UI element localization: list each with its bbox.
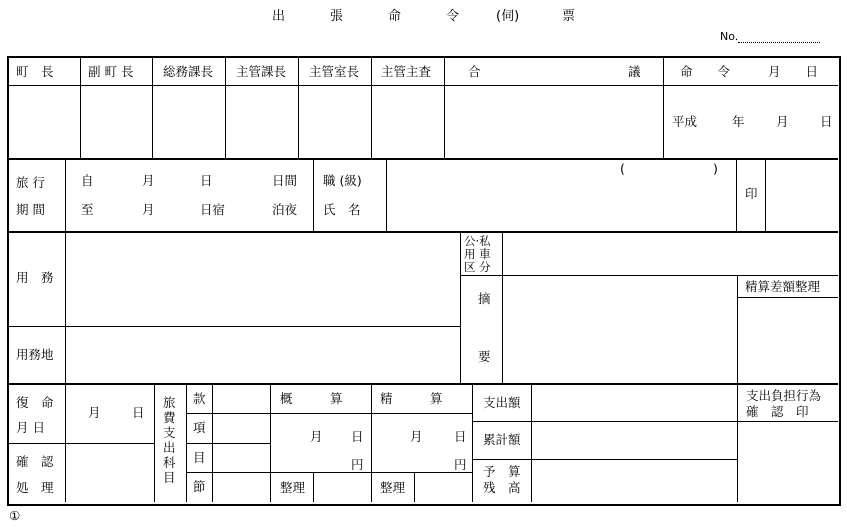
number-label: No. — [720, 30, 739, 43]
seal-box-consultation[interactable] — [445, 86, 662, 158]
summary-label: 要 — [478, 349, 491, 364]
budget-category-moku: 目 — [193, 450, 206, 465]
row-divider — [8, 443, 154, 444]
purpose-label: 用 務 — [16, 270, 54, 285]
header-order: 命 令 — [680, 64, 731, 79]
col-divider — [154, 384, 155, 502]
row-divider — [737, 421, 838, 422]
seal-label: 印 — [745, 186, 758, 201]
budget-category-kan: 款 — [193, 391, 206, 406]
cumulative-label: 累計額 — [483, 432, 521, 447]
settlement-adjust: 整理 — [380, 480, 406, 495]
header-consultation: 合 — [468, 64, 481, 79]
footer-mark: ① — [9, 508, 21, 523]
travel-from-month: 月 — [142, 173, 155, 188]
row-divider — [460, 275, 838, 276]
col-divider — [502, 232, 503, 384]
form-title-char: 命 — [388, 9, 402, 24]
row-divider — [737, 297, 838, 298]
settlement-label: 精 算 — [380, 391, 443, 406]
row-divider — [8, 326, 460, 327]
cumulative-field[interactable] — [533, 423, 736, 458]
return-date-month: 月 — [88, 405, 101, 420]
row-divider — [8, 231, 838, 233]
expenditure-label: 支出額 — [483, 395, 521, 410]
name-label: 氏 名 — [323, 202, 361, 217]
col-divider — [313, 472, 314, 502]
seal-box-section-chief[interactable] — [226, 86, 297, 158]
vehicle-category-label: 区 分 — [464, 260, 491, 274]
col-divider — [460, 232, 461, 384]
commitment-label: 支出負担行為 — [746, 388, 822, 403]
confirm-field[interactable] — [67, 445, 153, 501]
col-divider — [270, 384, 271, 502]
header-order-date: 月 日 — [768, 64, 819, 79]
position-label: 職 (級) — [323, 173, 362, 188]
destination-field[interactable] — [67, 328, 459, 382]
travel-expense-label: 出 — [163, 440, 176, 455]
estimate-yen: 円 — [351, 457, 364, 472]
settlement-diff-field[interactable] — [739, 299, 837, 382]
col-divider — [65, 159, 66, 384]
seal-box-general-affairs[interactable] — [153, 86, 224, 158]
seal-box[interactable] — [767, 160, 837, 231]
confirm-label: 確 認 — [16, 454, 54, 469]
name-field[interactable] — [388, 178, 734, 228]
travel-nights: 泊夜 — [272, 202, 298, 217]
col-divider — [313, 159, 314, 232]
position-paren-open: ( — [620, 161, 625, 176]
row-divider — [8, 158, 838, 160]
col-divider — [414, 472, 415, 502]
header-section-chief: 主管課長 — [236, 64, 287, 79]
settlement-day: 日 — [454, 429, 467, 444]
form-title-char: 令 — [446, 9, 460, 24]
settlement-diff-label: 精算差額整理 — [745, 279, 821, 294]
budget-balance-field[interactable] — [533, 461, 736, 501]
col-divider — [736, 159, 737, 232]
col-divider — [765, 159, 766, 232]
header-general-affairs-chief: 総務課長 — [163, 64, 214, 79]
col-divider — [472, 384, 473, 502]
commitment-seal-field[interactable] — [739, 423, 837, 501]
row-divider — [186, 472, 472, 473]
travel-expense-label: 目 — [163, 470, 176, 485]
travel-period-label: 旅 行 — [16, 175, 45, 190]
return-report-label: 月 日 — [16, 420, 45, 435]
form-title-char: 出 — [272, 9, 286, 24]
vehicle-category-field[interactable] — [504, 234, 837, 274]
form-title-char: (伺) — [496, 9, 520, 24]
travel-period-label: 期 間 — [16, 202, 45, 217]
vehicle-category-label: 用 車 — [464, 247, 491, 261]
travel-expense-label: 支 — [163, 425, 176, 440]
order-date-day: 日 — [820, 114, 833, 129]
return-date-day: 日 — [132, 405, 145, 420]
seal-box-deputy-mayor[interactable] — [81, 86, 151, 158]
col-divider — [371, 384, 372, 502]
header-office-chief: 主管室長 — [309, 64, 360, 79]
estimate-day: 日 — [351, 429, 364, 444]
position-paren-close: ) — [713, 161, 718, 176]
return-report-label: 復 命 — [16, 395, 54, 410]
estimate-month: 月 — [310, 429, 323, 444]
row-divider — [186, 443, 270, 444]
seal-box-mayor[interactable] — [9, 86, 79, 158]
vehicle-category-label: 公·私 — [464, 234, 491, 248]
travel-to-stay: 日宿 — [200, 202, 226, 217]
purpose-field[interactable] — [67, 234, 459, 325]
budget-category-kou: 項 — [193, 420, 206, 435]
seal-box-supervisor[interactable] — [372, 86, 443, 158]
estimate-label: 概 算 — [280, 391, 343, 406]
travel-from-day: 日 — [200, 173, 213, 188]
seal-box-office-chief[interactable] — [299, 86, 370, 158]
order-date-year: 年 — [732, 114, 745, 129]
number-field[interactable] — [738, 42, 820, 43]
col-divider — [186, 384, 187, 502]
budget-balance-label: 予 算 — [483, 464, 521, 479]
travel-expense-label: 費 — [163, 410, 176, 425]
summary-field[interactable] — [504, 277, 736, 382]
budget-balance-label: 残 高 — [483, 480, 521, 495]
travel-expense-label: 旅 — [163, 395, 176, 410]
settlement-yen: 円 — [454, 457, 467, 472]
row-divider — [472, 421, 737, 422]
commitment-label: 確 認 印 — [746, 404, 809, 419]
budget-category-setsu: 節 — [193, 479, 206, 494]
form-title-char: 張 — [330, 9, 344, 24]
col-divider — [531, 384, 532, 502]
travel-expense-label: 科 — [163, 455, 176, 470]
expenditure-field[interactable] — [533, 386, 736, 420]
order-date-month: 月 — [776, 114, 789, 129]
col-divider — [212, 384, 213, 502]
header-supervisor: 主管主査 — [381, 64, 432, 79]
destination-label: 用務地 — [16, 347, 54, 362]
travel-to-month: 月 — [142, 202, 155, 217]
header-mayor: 町 長 — [16, 64, 54, 79]
col-divider — [737, 275, 738, 502]
estimate-adjust: 整理 — [280, 480, 306, 495]
order-date-era: 平成 — [672, 114, 698, 129]
form-title-char: 票 — [562, 9, 576, 24]
settlement-month: 月 — [410, 429, 423, 444]
confirm-label: 処 理 — [16, 480, 54, 495]
col-divider — [65, 384, 66, 502]
header-consultation: 議 — [628, 64, 641, 79]
col-divider — [386, 159, 387, 232]
travel-days: 日間 — [272, 173, 298, 188]
header-deputy-mayor: 副 町 長 — [88, 64, 134, 79]
travel-to-label: 至 — [81, 202, 94, 217]
summary-label: 摘 — [478, 291, 491, 306]
row-divider — [8, 383, 838, 385]
col-divider — [663, 57, 664, 159]
travel-from-label: 自 — [81, 173, 94, 188]
row-divider — [472, 459, 737, 460]
row-divider — [186, 413, 270, 414]
